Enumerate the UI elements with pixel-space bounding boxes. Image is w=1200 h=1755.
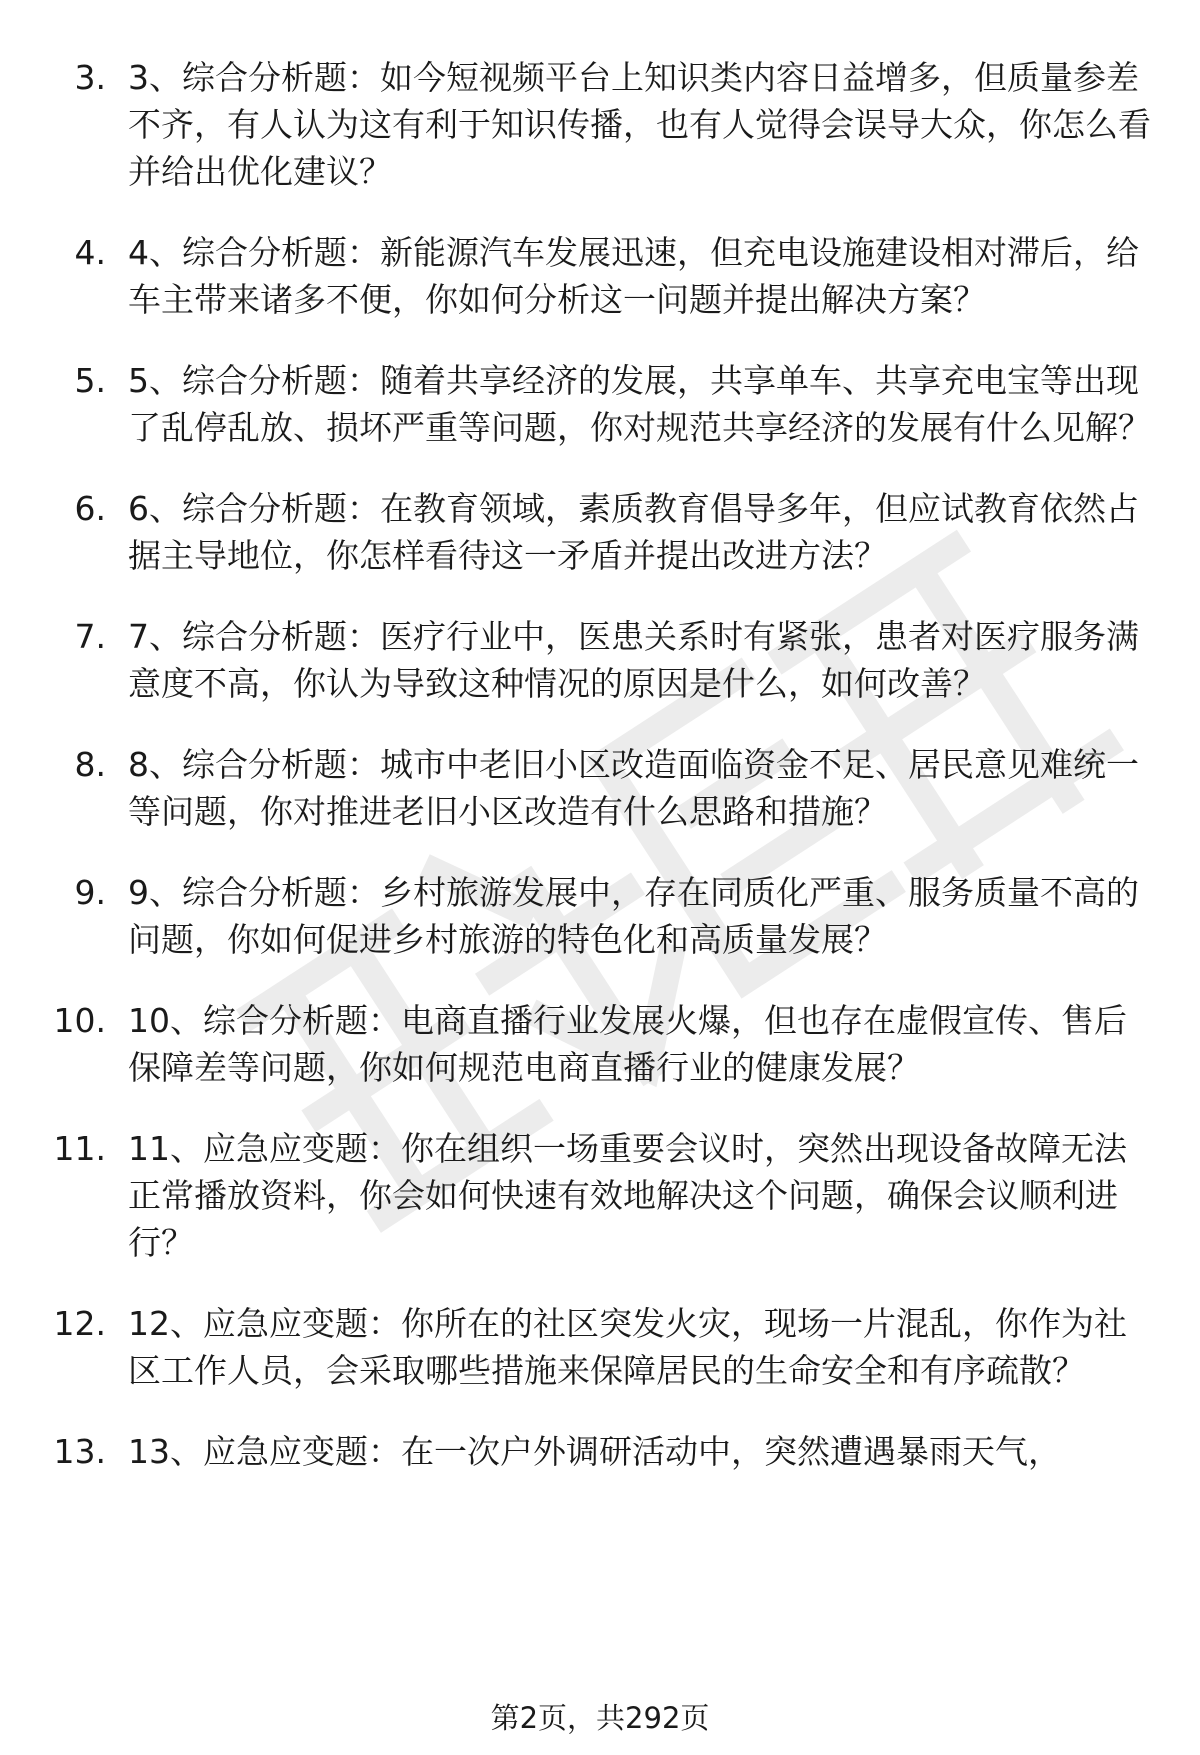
page-footer: 第2页，共292页 <box>490 1701 710 1735</box>
list-item <box>0 997 1200 1091</box>
item-number: 7. <box>74 617 106 656</box>
question-text: 9、综合分析题：乡村旅游发展中，存在同质化严重、服务质量不高的问题，你如何促进乡村旅游的特色化和高质量发展？ <box>128 873 1139 959</box>
item-number: 13. <box>53 1432 106 1471</box>
list-item <box>0 741 1200 835</box>
item-number: 12. <box>53 1304 106 1343</box>
question-text: 7、综合分析题：医疗行业中，医患关系时有紧张，患者对医疗服务满意度不高，你认为导致这种情况的原因是什么，如何改善？ <box>128 617 1139 703</box>
item-number: 10. <box>53 1001 106 1040</box>
item-number: 3. <box>74 58 106 97</box>
question-text: 8、综合分析题：城市中老旧小区改造面临资金不足、居民意见难统一等问题，你对推进老旧小区改造有什么思路和措施？ <box>128 745 1139 831</box>
list-item <box>0 613 1200 707</box>
list-item <box>0 869 1200 963</box>
item-number: 9. <box>74 873 106 912</box>
question-text: 6、综合分析题：在教育领域，素质教育倡导多年，但应试教育依然占据主导地位，你怎样看待这一矛盾并提出改进方法？ <box>128 489 1139 575</box>
item-number: 8. <box>74 745 106 784</box>
list-item <box>0 54 1200 195</box>
item-number: 11. <box>53 1129 106 1168</box>
question-text: 3、综合分析题：如今短视频平台上知识类内容日益增多，但质量参差不齐，有人认为这有利于知识传播，也有人觉得会误导大众，你怎么看并给出优化建议？ <box>128 58 1151 191</box>
question-text: 4、综合分析题：新能源汽车发展迅速，但充电设施建设相对滞后，给车主带来诸多不便，你如何分析这一问题并提出解决方案？ <box>128 233 1139 319</box>
question-text: 13、应急应变题：在一次户外调研活动中，突然遭遇暴雨天气， <box>128 1432 1061 1471</box>
item-number: 5. <box>74 361 106 400</box>
list-item <box>0 1300 1200 1394</box>
item-number: 6. <box>74 489 106 528</box>
list-item <box>0 485 1200 579</box>
list-item <box>0 1428 1200 1475</box>
question-text: 10、综合分析题：电商直播行业发展火爆，但也存在虚假宣传、售后保障差等问题，你如何规范电商直播行业的健康发展？ <box>128 1001 1127 1087</box>
item-number: 4. <box>74 233 106 272</box>
question-text: 12、应急应变题：你所在的社区突发火灾，现场一片混乱，你作为社区工作人员，会采取哪些措施来保障居民的生命安全和有序疏散？ <box>128 1304 1127 1390</box>
question-text: 11、应急应变题：你在组织一场重要会议时，突然出现设备故障无法正常播放资料，你会如何快速有效地解决这个问题，确保会议顺利进行？ <box>128 1129 1127 1262</box>
question-text: 5、综合分析题：随着共享经济的发展，共享单车、共享充电宝等出现了乱停乱放、损坏严重等问题，你对规范共享经济的发展有什么见解？ <box>128 361 1151 447</box>
list-item <box>0 229 1200 323</box>
list-item <box>0 1125 1200 1266</box>
list-item <box>0 357 1200 451</box>
question-list <box>0 54 1200 1509</box>
